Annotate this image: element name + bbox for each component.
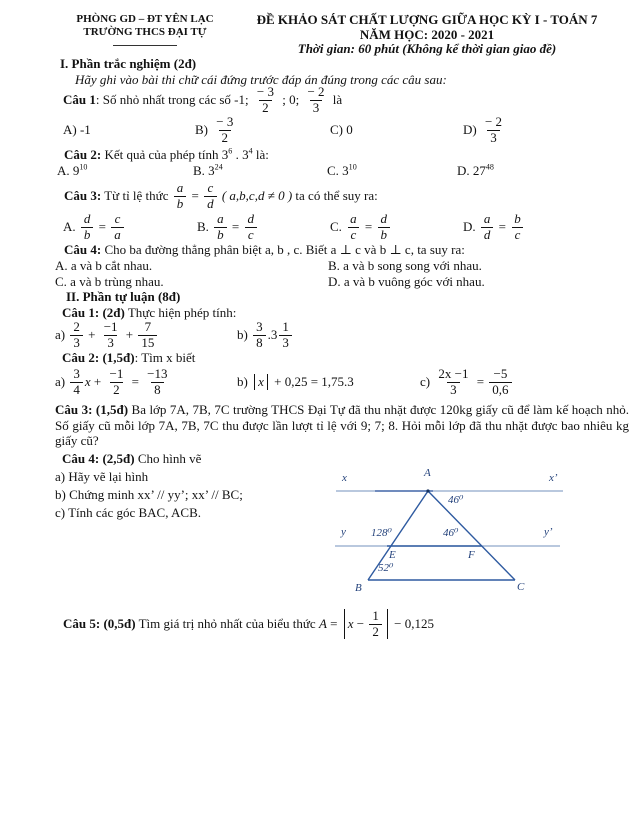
figure-label-angle-B: 52⁰ <box>378 562 394 574</box>
q3-option-b: B. $\frac{a}{b}$ = $\frac{d}{c}$ <box>197 210 259 244</box>
department-name: PHÒNG GD – ĐT YÊN LẠC <box>76 13 214 25</box>
part2-heading: II. Phần tự luận (8đ) <box>66 289 181 304</box>
figure-label-F: F <box>468 549 475 561</box>
figure-label-angle-E: 128⁰ <box>371 527 392 539</box>
essay-2-part-b: b) x + 0,25 = 1,75.3 <box>237 374 354 389</box>
part1-instruction: Hãy ghi vào bài thi chữ cái đứng trước đáp án đúng trong các câu sau: <box>75 72 447 87</box>
q3-option-c: C. $\frac{a}{c}$ = $\frac{d}{b}$ <box>330 210 392 244</box>
question-4-text: Câu 4: Cho ba đường thẳng phân biệt a, b , c. Biết a ⊥ c và b ⊥ c, ta suy ra: <box>64 242 465 257</box>
q2-option-d: D. $27^{48}$ <box>457 162 494 178</box>
figure-label-B: B <box>355 582 362 594</box>
school-header-block <box>55 13 235 46</box>
essay-5-text: Câu 5: (0,5đ) Tìm giá trị nhỏ nhất của biểu thức A = x − $\frac{1}{2}$ − 0,125 <box>63 607 434 639</box>
part1-heading: I. Phần trắc nghiệm (2đ) <box>60 56 197 71</box>
q2-option-b: B. $3^{24}$ <box>193 162 223 178</box>
essay-3-text: Câu 3: (1,5đ) Ba lớp 7A, 7B, 7C trường THCS Đại Tự đã thu nhặt được 120kg giấy cũ để làm kế hoạch nhỏ. Số giấy cũ mỗi lớp 7A, 7B, 7C thu được lần lượt tỉ lệ với 9; 7; 8. Hỏi mỗi lớp đã thu nhặt được bao nhiêu kg giấy cũ? <box>55 402 629 448</box>
q2-option-a: A. $9^{10}$ <box>57 162 88 178</box>
q1-option-a: A) -1 <box>63 122 91 137</box>
essay-1-part-b: b) $\frac{3}{8}$ .3 $\frac{1}{3}$ <box>237 319 294 351</box>
figure-label-y: y <box>341 526 346 538</box>
essay-1-text: Câu 1: (2đ) Thực hiện phép tính: <box>62 305 237 320</box>
essay-4-part-c: c) Tính các góc BAC, ACB. <box>55 505 201 520</box>
q4-option-b: B. a và b song song với nhau. <box>328 258 482 273</box>
geometry-figure <box>333 467 568 600</box>
essay-2-part-c: c) $\frac{2x -1}{3}$ = $\frac{-5}{0,6}$ <box>420 365 514 399</box>
q3-option-a: A. $\frac{d}{b}$ = $\frac{c}{a}$ <box>63 210 126 244</box>
figure-label-y-prime: y’ <box>544 526 553 538</box>
figure-label-x: x <box>342 472 347 484</box>
question-2-text: Câu 2: Kết quả của phép tính $3^6$ . $3^4$ là: <box>64 146 269 162</box>
q4-option-d: D. a và b vuông góc với nhau. <box>328 274 485 289</box>
q1-option-c: C) 0 <box>330 122 353 137</box>
figure-label-x-prime: x’ <box>549 472 558 484</box>
school-year: NĂM HỌC: 2020 - 2021 <box>359 26 495 42</box>
question-2-options <box>0 163 641 179</box>
essay-4-part-a: a) Hãy vẽ lại hình <box>55 469 149 484</box>
q4-option-a: A. a và b cắt nhau. <box>55 258 153 273</box>
essay-2-text: Câu 2: (1,5đ) : Tìm x biết <box>62 350 196 365</box>
figure-label-angle-F: 46⁰ <box>443 527 459 539</box>
question-3-options <box>0 210 641 244</box>
q1-option-d: D) $\frac{- 2}{3}$ <box>463 113 503 145</box>
essay-2-part-a: a) $\frac{3}{4}$ x + $\frac{-1}{2}$ = $\frac{-13}{8}$ <box>55 365 168 397</box>
essay-4-part-b: b) Chứng minh xx’ // yy’; xx’ // BC; <box>55 487 243 502</box>
figure-label-A: A <box>424 467 431 479</box>
question-1-options <box>0 113 641 147</box>
q3-option-d: D. $\frac{a}{d}$ = $\frac{b}{c}$ <box>463 210 526 244</box>
q4-option-c: C. a và b trùng nhau. <box>55 274 164 289</box>
figure-label-C: C <box>517 581 525 593</box>
exam-title-block <box>227 13 627 57</box>
figure-label-angle-A: 46⁰ <box>448 494 464 506</box>
q2-option-c: C. $3^{10}$ <box>327 162 357 178</box>
exam-duration: Thời gian: 60 phút (Không kể thời gian giao đề) <box>297 41 557 56</box>
school-name: TRƯỜNG THCS ĐẠI TỰ <box>83 26 207 38</box>
q1-option-b: B) $\frac{- 3}{2}$ <box>195 113 234 145</box>
question-3-text: Câu 3: Từ tỉ lệ thức $\frac{a}{b}$ = $\frac{c}{d}$ ( a,b,c,d ≠ 0 ) ta có thể suy ra: <box>64 179 378 211</box>
essay-1-part-a: a) $\frac{2}{3}$ + $\frac{-1}{3}$ + $\frac{7}{15}$ <box>55 319 159 351</box>
essay-4-text: Câu 4: (2,5đ) Cho hình vẽ <box>62 451 202 466</box>
exam-title: ĐỀ KHẢO SÁT CHẤT LƯỢNG GIỮA HỌC KỲ I - TOÁN 7 <box>256 12 598 27</box>
figure-label-E: E <box>389 549 396 561</box>
header-divider <box>113 45 177 46</box>
question-1-text: Câu 1 : Số nhỏ nhất trong các số -1; $\frac{- 3}{2}$ ; 0; $\frac{- 2}{3}$ là <box>63 83 343 115</box>
